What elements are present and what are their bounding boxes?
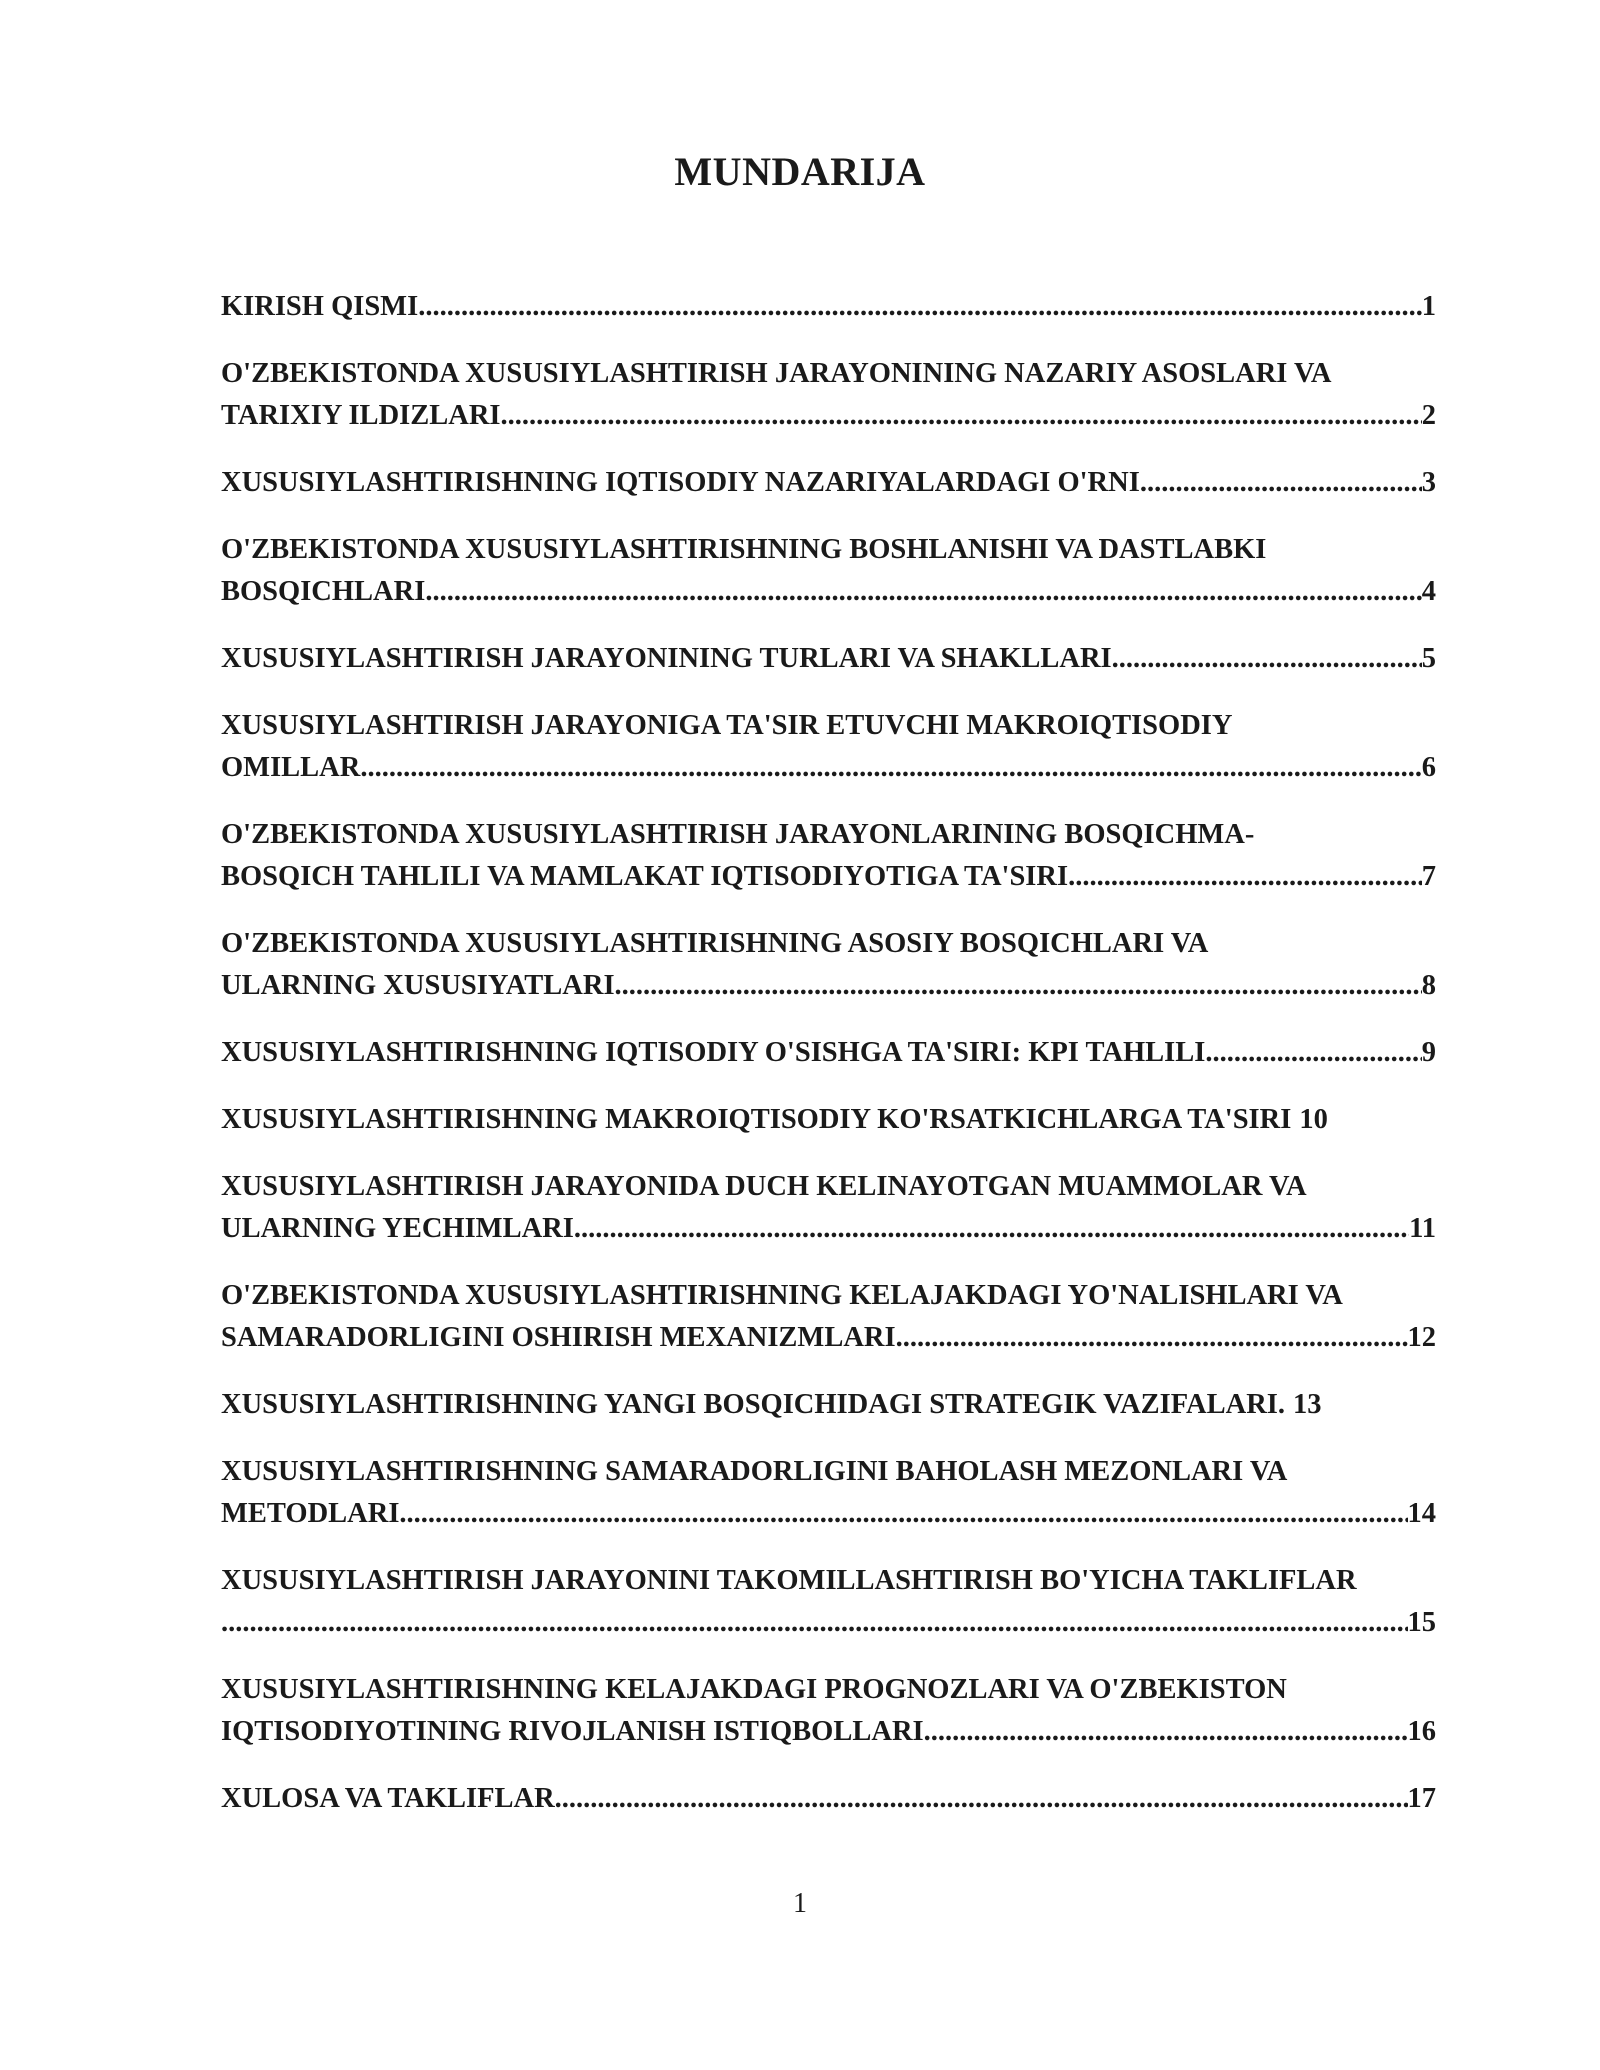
toc-page-number: 1 [1421,291,1436,322]
toc-entry[interactable] [221,814,1436,898]
toc-entry[interactable] [221,923,1436,1007]
toc-leader-dots [574,1208,1409,1250]
page-number: 1 [793,1888,807,1919]
toc-entry-title-line: SAMARADORLIGINI OSHIRISH MEXANIZMLARI [221,1322,896,1353]
toc-entry[interactable] [221,353,1436,437]
toc-entry[interactable] [221,1451,1436,1535]
toc-entry[interactable] [221,1032,1436,1074]
toc-entry-title-line: IQTISODIYOTINING RIVOJLANISH ISTIQBOLLARI [221,1716,924,1747]
toc-page-number: 7 [1421,861,1436,892]
toc-page-number: 15 [1407,1607,1436,1638]
toc-entry-title-line: XUSUSIYLASHTIRISH JARAYONIDA DUCH KELINAYOTGAN MUAMMOLAR VA [221,1171,1307,1202]
toc-entry[interactable] [221,1099,1436,1141]
toc-entry-title-line: BOSQICH TAHLILI VA MAMLAKAT IQTISODIYOTIGA TA'SIRI [221,861,1069,892]
toc-page-number: 8 [1421,970,1436,1001]
toc-entry[interactable] [221,1669,1436,1753]
toc-entry-title-line: KIRISH QISMI [221,291,419,322]
toc-leader-dots [1205,1032,1421,1074]
toc-entry-title-line: XUSUSIYLASHTIRISHNING YANGI BOSQICHIDAGI STRATEGIK VAZIFALARI. [221,1389,1286,1420]
toc-page-number: 12 [1407,1322,1436,1353]
toc-entry[interactable] [221,529,1436,613]
toc-entry-title-line: XUSUSIYLASHTIRISH JARAYONINING TURLARI VA SHAKLLARI [221,643,1112,674]
toc-entry-title-line: OMILLAR [221,752,361,783]
toc-leader-dots [896,1317,1408,1359]
toc-entry-title-line: ULARNING YECHIMLARI [221,1213,574,1244]
toc-entry-title-line: METODLARI [221,1498,400,1529]
toc-page-number: 6 [1421,752,1436,783]
toc-entry-title-line: O'ZBEKISTONDA XUSUSIYLASHTIRISH JARAYONLARINING BOSQICHMA- [221,819,1255,850]
toc-entry[interactable] [221,1560,1436,1644]
toc-entry[interactable] [221,286,1436,328]
toc-entry[interactable] [221,1778,1436,1820]
toc-page-number: 16 [1407,1716,1436,1747]
toc-page-number: 9 [1421,1037,1436,1068]
toc-entry-title-line: XUSUSIYLASHTIRISHNING SAMARADORLIGINI BAHOLASH MEZONLARI VA [221,1456,1288,1487]
toc-entry-title-line: XUSUSIYLASHTIRISHNING MAKROIQTISODIY KO'RSATKICHLARGA TA'SIRI [221,1104,1292,1135]
toc-entry-title-line: ULARNING XUSUSIYATLARI [221,970,615,1001]
page-title: MUNDARIJA [674,149,926,194]
toc-page-number: 5 [1421,643,1436,674]
toc-leader-dots [615,965,1422,1007]
toc-entry[interactable] [221,1384,1436,1426]
toc-leader-dots [1112,638,1422,680]
toc-entry-title-line: XUSUSIYLASHTIRISH JARAYONIGA TA'SIR ETUVCHI MAKROIQTISODIY [221,710,1233,741]
toc-entry-title-line: XUSUSIYLASHTIRISHNING IQTISODIY NAZARIYALARDAGI O'RNI [221,467,1140,498]
toc-entry[interactable] [221,705,1436,789]
toc-entry-title-line: XULOSA VA TAKLIFLAR [221,1783,555,1814]
toc-page-number: 13 [1293,1389,1322,1420]
toc-leader-dots [924,1711,1408,1753]
toc-entry-title-line: O'ZBEKISTONDA XUSUSIYLASHTIRISHNING ASOSIY BOSQICHLARI VA [221,928,1209,959]
toc-leader-dots [360,747,1421,789]
toc-leader-dots [1068,856,1422,898]
table-of-contents [221,286,1436,1845]
toc-leader-dots [1140,462,1422,504]
toc-entry-title-line: XUSUSIYLASHTIRISH JARAYONINI TAKOMILLASHTIRISH BO'YICHA TAKLIFLAR [221,1565,1357,1596]
toc-page-number: 4 [1421,576,1436,607]
toc-entry-title-line: BOSQICHLARI [221,576,426,607]
toc-page-number: 2 [1421,400,1436,431]
toc-page-number: 14 [1407,1498,1436,1529]
toc-entry[interactable] [221,462,1436,504]
toc-entry-title-line: O'ZBEKISTONDA XUSUSIYLASHTIRISHNING BOSHLANISHI VA DASTLABKI [221,534,1267,565]
toc-entry[interactable] [221,1166,1436,1250]
toc-leader-dots [221,1602,1408,1644]
toc-page-number: 11 [1409,1213,1436,1244]
toc-leader-dots [418,286,1422,328]
toc-leader-dots [555,1778,1408,1820]
toc-entry-title-line: XUSUSIYLASHTIRISHNING KELAJAKDAGI PROGNOZLARI VA O'ZBEKISTON [221,1674,1287,1705]
toc-page-number: 17 [1407,1783,1436,1814]
toc-entry[interactable] [221,638,1436,680]
toc-page-number: 10 [1299,1104,1328,1135]
toc-entry-title-line: O'ZBEKISTONDA XUSUSIYLASHTIRISHNING KELAJAKDAGI YO'NALISHLARI VA [221,1280,1343,1311]
toc-leader-dots [501,395,1422,437]
toc-entry-title-line: TARIXIY ILDIZLARI [221,400,501,431]
toc-entry-title-line: O'ZBEKISTONDA XUSUSIYLASHTIRISH JARAYONINING NAZARIY ASOSLARI VA [221,358,1332,389]
toc-entry[interactable] [221,1275,1436,1359]
toc-entry-title-line: XUSUSIYLASHTIRISHNING IQTISODIY O'SISHGA TA'SIRI: KPI TAHLILI [221,1037,1206,1068]
toc-leader-dots [425,571,1421,613]
toc-leader-dots [399,1493,1407,1535]
toc-page-number: 3 [1421,467,1436,498]
